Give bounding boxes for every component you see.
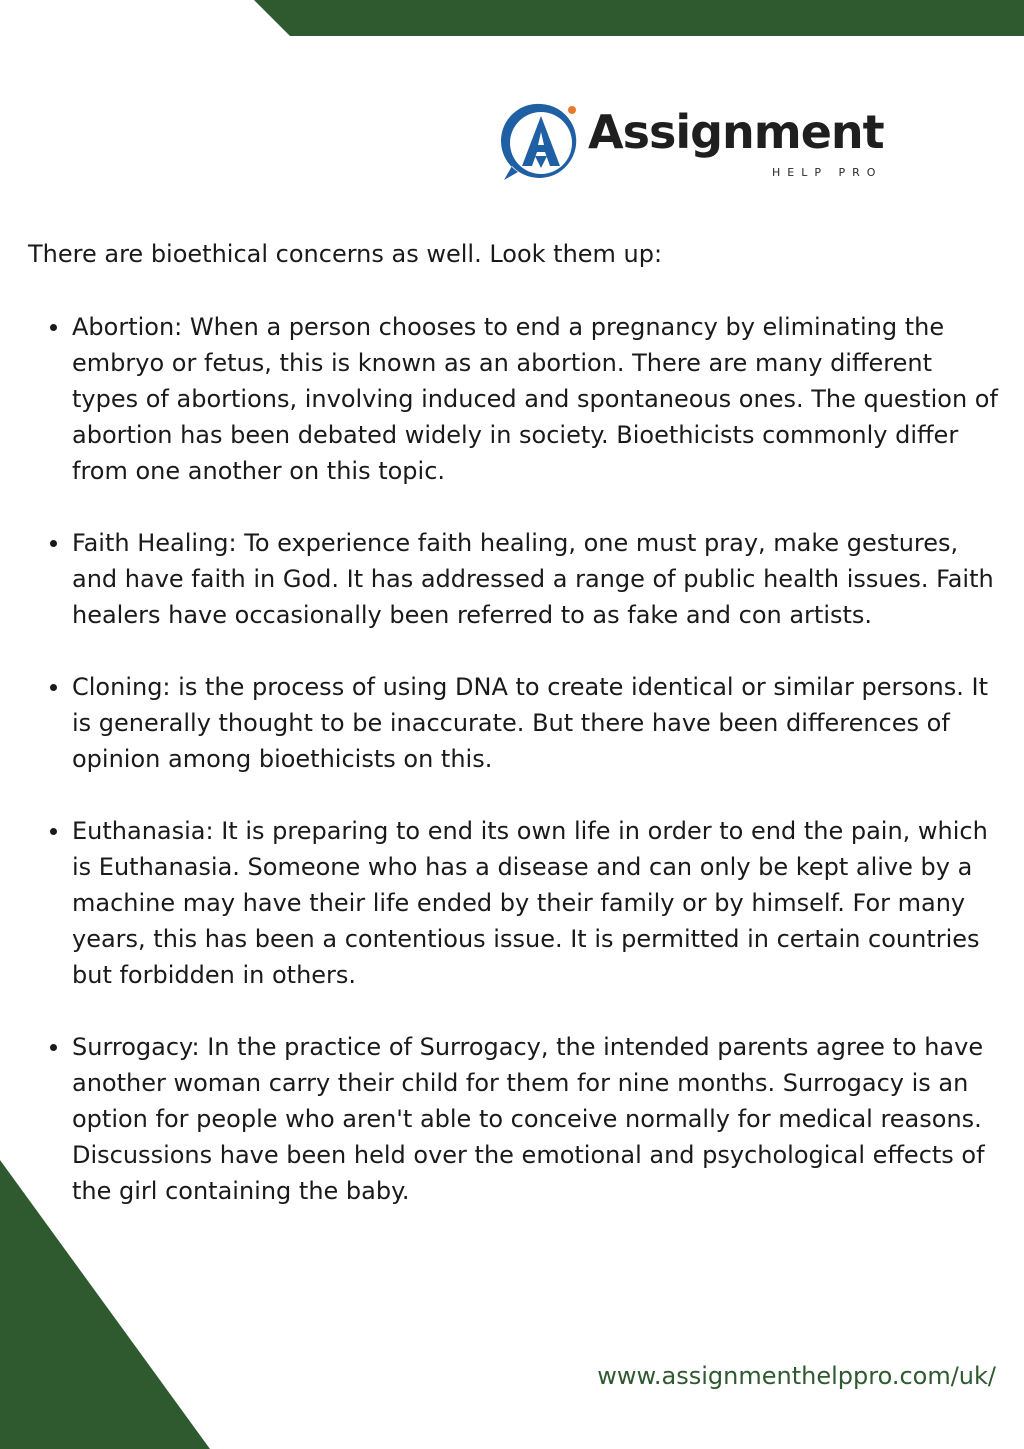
topic-faith-healing-text: Faith Healing: To experience faith healing, one must pray, make gestures, and have faith in God. It has addressed a range of public health issues. Faith healers have occasionally been referred to as fake and con artists. <box>72 529 994 629</box>
main-content <box>28 236 1003 1245</box>
topic-surrogacy-text: Surrogacy: In the practice of Surrogacy, the intended parents agree to have another woman carry their child for them for nine months. Surrogacy is an option for people who aren't able to conceive normally for medical reasons. Discussions have been held over the emotional and psychological effects of the girl containing the baby. <box>72 1033 985 1205</box>
bullet-icon <box>50 540 57 547</box>
bullet-icon <box>50 684 57 691</box>
intro-text: There are bioethical concerns as well. Look them up: <box>28 240 663 268</box>
topic-abortion-text: Abortion: When a person chooses to end a pregnancy by eliminating the embryo or fetus, this is known as an abortion. There are many different types of abortions, involving induced and spontaneous ones. The question of abortion has been debated widely in society. Bioethicists commonly differ from one another on this topic. <box>72 313 998 485</box>
bullet-icon <box>50 828 57 835</box>
list-item <box>28 813 1003 993</box>
footer-website-link[interactable]: www.assignmenthelppro.com/uk/ <box>597 1362 996 1390</box>
brand-logo <box>500 100 920 184</box>
bullet-icon <box>50 1044 57 1051</box>
bioethics-topic-list <box>28 309 1003 1209</box>
top-decorative-band <box>0 0 1024 36</box>
list-item <box>28 525 1003 633</box>
bullet-icon <box>50 324 57 331</box>
pen-nib-letter-a-icon <box>500 100 582 182</box>
list-item <box>28 669 1003 777</box>
logo-subtitle: HELP PRO <box>772 166 883 179</box>
list-item <box>28 1029 1003 1209</box>
topic-cloning-text: Cloning: is the process of using DNA to create identical or similar persons. It is generally thought to be inaccurate. But there have been differences of opinion among bioethicists on this. <box>72 673 988 773</box>
logo-wordmark: Assignment <box>588 105 884 159</box>
list-item <box>28 309 1003 489</box>
topic-euthanasia-text: Euthanasia: It is preparing to end its own life in order to end the pain, which is Euthanasia. Someone who has a disease and can only be kept alive by a machine may have their life ended by their family or by himself. For many years, this has been a contentious issue. It is permitted in certain countries but forbidden in others. <box>72 817 988 989</box>
